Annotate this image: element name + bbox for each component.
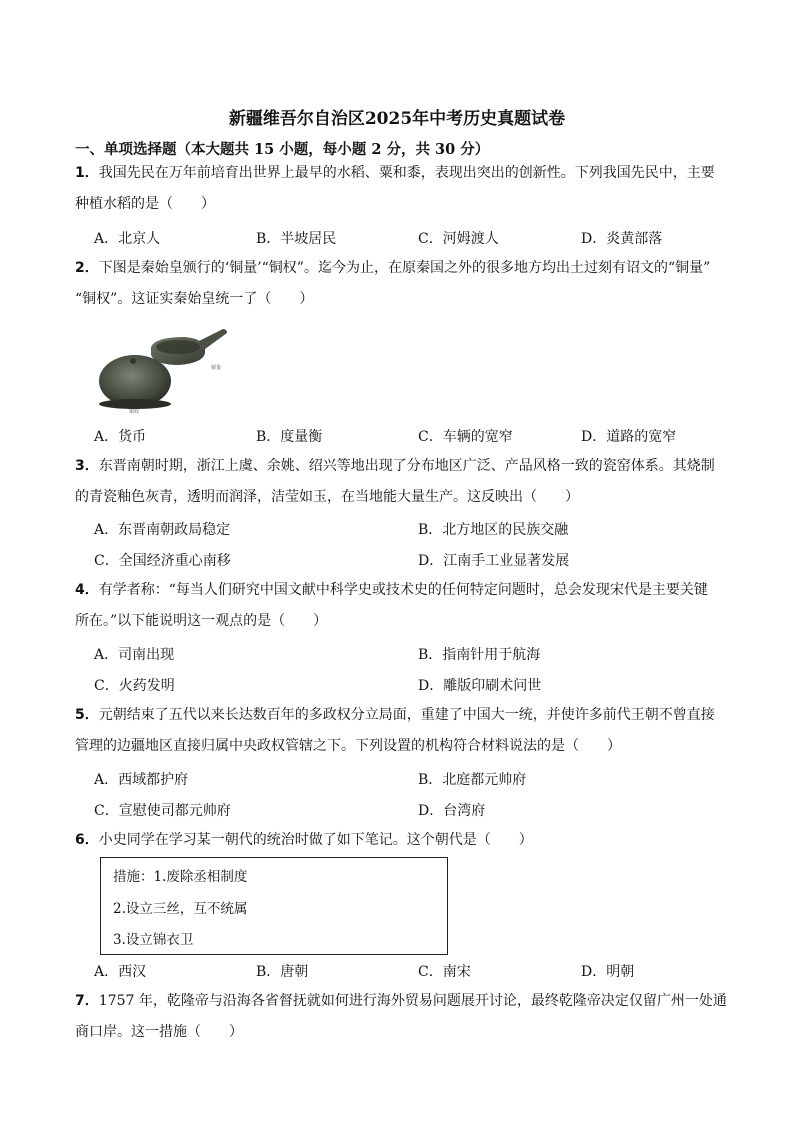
option-d[interactable]: D．江南手工业显著发展 (418, 553, 570, 569)
question-5 (75, 700, 745, 762)
question-5-options-row2 (94, 800, 734, 824)
option-a[interactable]: A．东晋南朝政局稳定 (94, 522, 231, 538)
option-a[interactable]: A．货币 (94, 429, 147, 445)
question-3 (75, 451, 745, 513)
option-a[interactable]: A．西汉 (94, 964, 147, 980)
option-c[interactable]: C．全国经济重心南移 (94, 553, 231, 569)
bronze-weight (99, 355, 171, 409)
bronze-measure-scoop (151, 329, 227, 365)
option-b[interactable]: B．北方地区的民族交融 (418, 522, 569, 538)
question-text: 1757 年，乾隆帝与沿海各省督抚就如何进行海外贸易问题展开讨论，最终乾隆帝决定仅留广州一处通 (98, 993, 727, 1009)
option-d[interactable]: D．道路的宽窄 (581, 429, 677, 445)
note-line: 3.设立锦衣卫 (113, 932, 194, 948)
option-b[interactable]: B．半坡居民 (256, 231, 337, 247)
question-2-options (94, 426, 734, 450)
note-line: 2.设立三丝，互不统属 (113, 901, 248, 917)
question-3-options-row2 (94, 550, 734, 574)
bronze-measure-weight-figure (95, 325, 235, 415)
question-number: 6． (75, 832, 99, 848)
option-a[interactable]: A．司南出现 (94, 647, 175, 663)
question-text-cont: 商口岸。这一措施（ ） (75, 1024, 243, 1040)
exam-title: 新疆维吾尔自治区2025年中考历史真题试卷 (228, 109, 566, 129)
question-text-cont: 所在。”以下能说明这一观点的是（ ） (75, 613, 328, 629)
option-d[interactable]: D．炎黄部落 (581, 231, 663, 247)
question-2 (75, 253, 745, 315)
option-b[interactable]: B．唐朝 (256, 964, 309, 980)
question-6-options (94, 961, 734, 985)
option-c[interactable]: C．火药发明 (94, 678, 175, 694)
question-text: 下图是秦始皇颁行的‘铜量’“铜权”。迄今为止，在原秦国之外的很多地方均出土过刻有诏文的“铜量” (98, 260, 711, 276)
question-1-options (94, 228, 734, 252)
question-number: 2． (75, 260, 99, 276)
section-heading: 一、单项选择题（本大题共 15 小题，每小题 2 分，共 30 分） (75, 141, 490, 158)
question-text: 有学者称：“每当人们研究中国文献中科学史或技术史的任何特定问题时，总会发现宋代是主要关键 (98, 582, 708, 598)
question-text: 小史同学在学习某一朝代的统治时做了如下笔记。这个朝代是（ ） (98, 832, 533, 848)
question-number: 7． (75, 993, 99, 1009)
option-d[interactable]: D．雕版印刷术问世 (418, 678, 542, 694)
question-text-cont: 种植水稻的是（ ） (75, 196, 215, 212)
figure-label-weight: 铜权 (129, 409, 140, 415)
question-7 (75, 986, 745, 1048)
option-c[interactable]: C．河姆渡人 (418, 231, 499, 247)
question-text-cont: “铜权”。这证实秦始皇统一了（ ） (75, 291, 314, 307)
question-1 (75, 158, 745, 220)
option-c[interactable]: C．南宋 (418, 964, 471, 980)
option-d[interactable]: D．台湾府 (418, 803, 486, 819)
note-line: 措施：1.废除丞相制度 (113, 869, 248, 885)
question-5-options-row1 (94, 769, 734, 793)
question-text-cont: 管理的边疆地区直接归属中央政权管辖之下。下列设置的机构符合材料说法的是（ ） (75, 738, 621, 754)
question-4-options-row1 (94, 644, 734, 668)
option-c[interactable]: C．车辆的宽窄 (418, 429, 513, 445)
question-text: 元朝结束了五代以来长达数百年的多政权分立局面，重建了中国大一统，并使许多前代王朝不曾直接 (98, 707, 715, 723)
question-number: 1． (75, 165, 99, 181)
question-text-cont: 的青瓷釉色灰青，透明而润泽，洁莹如玉，在当地能大量生产。这反映出（ ） (75, 489, 579, 505)
question-number: 5． (75, 707, 99, 723)
option-c[interactable]: C．宣慰使司都元帅府 (94, 803, 231, 819)
question-4-options-row2 (94, 675, 734, 699)
option-b[interactable]: B．指南针用于航海 (418, 647, 541, 663)
question-number: 3． (75, 458, 99, 474)
question-4 (75, 575, 745, 637)
option-b[interactable]: B．度量衡 (256, 429, 323, 445)
figure-label-measure: 铜量 (211, 365, 222, 371)
question-6 (75, 825, 745, 856)
question-3-options-row1 (94, 519, 734, 543)
study-notes-box (100, 857, 448, 955)
option-d[interactable]: D．明朝 (581, 964, 635, 980)
option-b[interactable]: B．北庭都元帅府 (418, 772, 527, 788)
option-a[interactable]: A．北京人 (94, 231, 161, 247)
question-text: 我国先民在万年前培育出世界上最早的水稻、粟和黍，表现出突出的创新性。下列我国先民中，主要 (98, 165, 715, 181)
question-text: 东晋南朝时期，浙江上虞、余姚、绍兴等地出现了分布地区广泛、产品风格一致的瓷窑体系。其烧制 (98, 458, 715, 474)
question-number: 4． (75, 582, 99, 598)
option-a[interactable]: A．西域都护府 (94, 772, 189, 788)
